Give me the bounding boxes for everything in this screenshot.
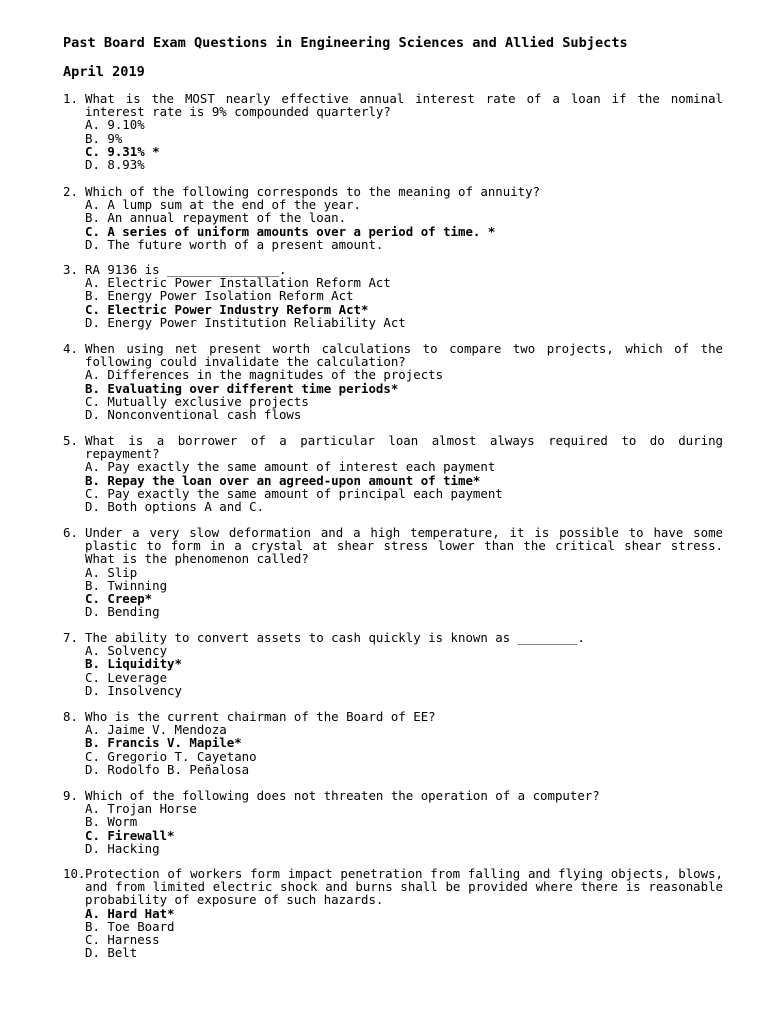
answer-option-correct: C. A series of uniform amounts over a period of time. * <box>85 223 496 239</box>
question-number: 4. <box>63 341 78 356</box>
answer-option: D. Hacking <box>85 840 160 856</box>
answer-option: D. Energy Power Institution Reliability Act <box>85 314 406 330</box>
answer-option-correct: B. Liquidity* <box>85 656 182 672</box>
question-text: What is the MOST nearly effective annual interest rate of a loan if the nominal interest rate is 9% compounded quarterly? <box>85 91 723 120</box>
question-item <box>63 185 723 251</box>
question-item <box>63 92 723 171</box>
question-text: Under a very slow deformation and a high temperature, it is possible to have some plastic to form in a crystal at shear stress lower than the critical shear stress. What is the phenomenon called? <box>85 525 723 567</box>
answer-options <box>85 907 723 960</box>
answer-option: A. Jaime V. Mendoza <box>85 722 227 738</box>
answer-option: D. 8.93% <box>85 157 145 173</box>
question-text: RA 9136 is _______________. <box>85 262 287 277</box>
answer-option: A. Differences in the magnitudes of the projects <box>85 367 444 383</box>
answer-options <box>85 460 723 513</box>
answer-option: B. Twinning <box>85 577 168 593</box>
answer-option: D. Rodolfo B. Peñalosa <box>85 761 250 777</box>
question-stem-row <box>63 92 723 118</box>
question-text: When using net present worth calculations to compare two projects, which of the following could invalidate the calculation? <box>85 341 723 370</box>
question-number: 3. <box>63 262 78 277</box>
question-item <box>63 526 723 618</box>
question-text: Which of the following does not threaten the operation of a computer? <box>85 788 600 803</box>
answer-option: D. Nonconventional cash flows <box>85 407 302 423</box>
question-number: 5. <box>63 433 78 448</box>
answer-options <box>85 723 723 776</box>
question-stem-row <box>63 867 723 907</box>
answer-option: A. A lump sum at the end of the year. <box>85 197 362 213</box>
question-text: The ability to convert assets to cash quickly is known as ________. <box>85 630 585 645</box>
answer-option: C. Harness <box>85 932 160 948</box>
question-text: Which of the following corresponds to the meaning of annuity? <box>85 184 541 199</box>
answer-option: A. Electric Power Installation Reform Act <box>85 275 391 291</box>
answer-option-correct: C. 9.31% * <box>85 143 160 159</box>
answer-option: D. The future worth of a present amount. <box>85 236 384 252</box>
answer-options <box>85 802 723 855</box>
question-item <box>63 263 723 329</box>
answer-option-correct: C. Firewall* <box>85 827 175 843</box>
question-stem-row <box>63 342 723 368</box>
question-stem-row <box>63 526 723 566</box>
answer-option: B. An annual repayment of the loan. <box>85 210 347 226</box>
answer-option-correct: C. Electric Power Industry Reform Act* <box>85 301 369 317</box>
document-title: Past Board Exam Questions in Engineering Sciences and Allied Subjects <box>63 35 628 51</box>
question-number: 8. <box>63 709 78 724</box>
answer-option: C. Leverage <box>85 669 168 685</box>
question-number: 6. <box>63 525 78 540</box>
answer-option: D. Bending <box>85 604 160 620</box>
answer-option: C. Gregorio T. Cayetano <box>85 748 257 764</box>
question-item <box>63 631 723 697</box>
question-item <box>63 789 723 855</box>
answer-option: B. Worm <box>85 814 138 830</box>
answer-options <box>85 198 723 251</box>
answer-option: C. Mutually exclusive projects <box>85 393 309 409</box>
answer-option-correct: B. Francis V. Mapile* <box>85 735 242 751</box>
answer-option: A. Trojan Horse <box>85 801 197 817</box>
answer-option: A. Pay exactly the same amount of interest each payment <box>85 459 496 475</box>
question-item <box>63 342 723 421</box>
answer-option: D. Belt <box>85 945 138 961</box>
question-number: 1. <box>63 91 78 106</box>
answer-option-correct: C. Creep* <box>85 591 153 607</box>
question-item <box>63 710 723 776</box>
answer-options <box>85 368 723 421</box>
answer-options <box>85 566 723 619</box>
answer-option: A. Solvency <box>85 643 168 659</box>
answer-options <box>85 644 723 697</box>
answer-option: B. Toe Board <box>85 918 175 934</box>
question-number: 2. <box>63 184 78 199</box>
question-stem-row <box>63 434 723 460</box>
question-number: 7. <box>63 630 78 645</box>
answer-option: D. Both options A and C. <box>85 499 265 515</box>
question-text: What is a borrower of a particular loan almost always required to do during repayment? <box>85 433 723 462</box>
question-number: 10. <box>63 866 86 881</box>
answer-option: A. Slip <box>85 564 138 580</box>
answer-option: D. Insolvency <box>85 682 182 698</box>
answer-option: B. 9% <box>85 130 123 146</box>
answer-option-correct: A. Hard Hat* <box>85 905 175 921</box>
answer-option-correct: B. Evaluating over different time periods* <box>85 380 399 396</box>
answer-option: C. Pay exactly the same amount of principal each payment <box>85 485 503 501</box>
question-item <box>63 867 723 959</box>
question-item <box>63 434 723 513</box>
answer-option-correct: B. Repay the loan over an agreed-upon amount of time* <box>85 472 481 488</box>
question-text: Who is the current chairman of the Board of EE? <box>85 709 436 724</box>
document-date: April 2019 <box>63 64 145 80</box>
answer-option: A. 9.10% <box>85 117 145 133</box>
question-number: 9. <box>63 788 78 803</box>
answer-options <box>85 276 723 329</box>
question-text: Protection of workers form impact penetration from falling and flying objects, blows, and from limited electric shock and burns shall be provided where there is reasonable probability of exposure of such hazards. <box>85 866 723 908</box>
answer-option: B. Energy Power Isolation Reform Act <box>85 288 354 304</box>
answer-options <box>85 118 723 171</box>
